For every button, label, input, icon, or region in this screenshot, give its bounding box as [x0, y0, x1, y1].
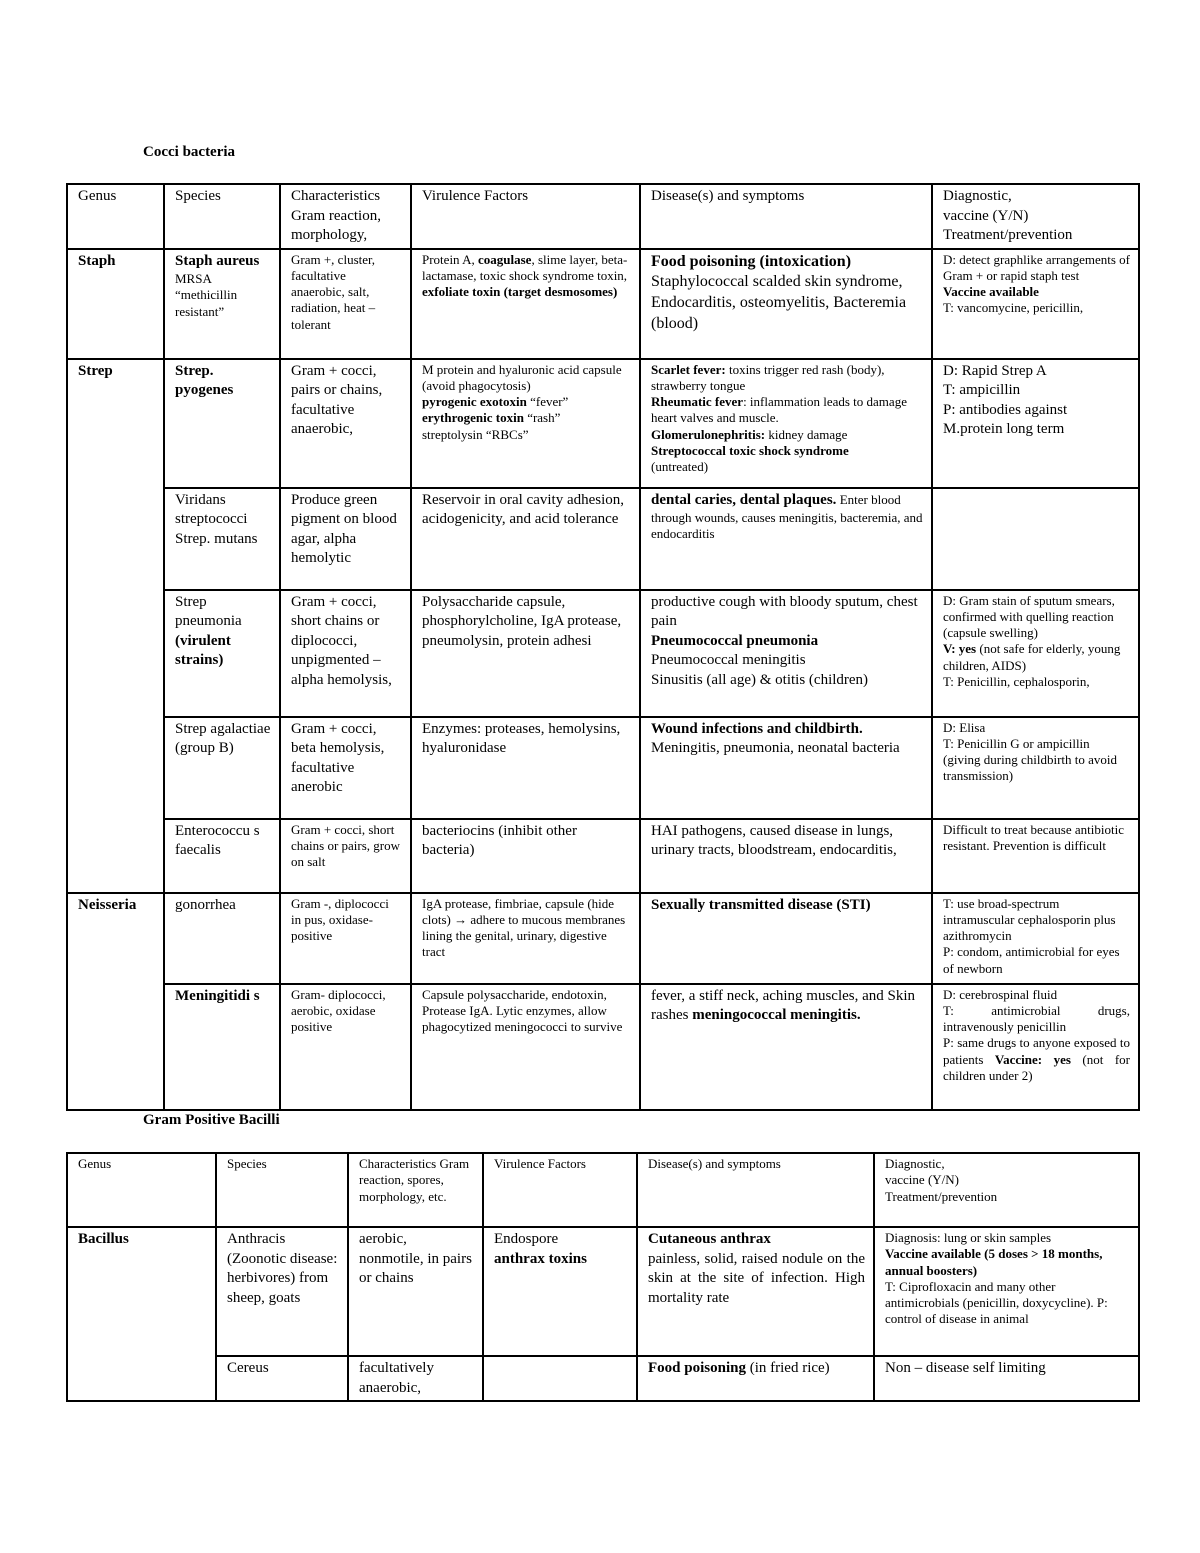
header-disease: Disease(s) and symptoms [640, 184, 932, 249]
species-cell [164, 590, 280, 717]
virulence-cell [411, 249, 640, 359]
table-row [67, 590, 1139, 717]
diag-text: P: condom, antimicrobial for eyes of newborn [943, 944, 1120, 976]
virulence-cell: bacteriocins (inhibit other bacteria) [411, 819, 640, 893]
disease-bold: Wound infections and childbirth. [651, 720, 863, 737]
diagnostic-cell [932, 249, 1139, 359]
diag-bold: Vaccine available [943, 284, 1039, 299]
species-name: Staph aureus [175, 252, 260, 269]
header-diagnostic-2: vaccine (Y/N) [885, 1172, 959, 1188]
disease-cell [640, 249, 932, 359]
disease-text: Enter [836, 491, 868, 507]
header-diagnostic-3: Treatment/prevention [885, 1188, 998, 1204]
diag-text: D: cerebrospinal fluid [943, 986, 1058, 1002]
vf-text: “rash” [523, 410, 561, 426]
diagnostic-cell [932, 590, 1139, 717]
table-row [67, 1356, 1139, 1401]
disease-bold: meningococcal meningitis. [692, 1007, 861, 1023]
species-cell: Enterococcu s faecalis [164, 819, 280, 893]
characteristics-cell: Gram- diplococci, aerobic, oxidase positive [280, 984, 411, 1110]
disease-text: : inflammation leads to damage heart valves and muscle. [651, 394, 907, 426]
header-diagnostic [874, 1153, 1139, 1227]
diagnostic-cell: Non – disease self limiting [874, 1356, 1139, 1401]
disease-text: (untreated) [651, 459, 709, 474]
disease-bold: Streptococcal toxic shock syndrome [651, 442, 849, 458]
diag-bold: V: yes [943, 641, 977, 657]
header-species: Species [164, 184, 280, 249]
species-note: MRSA “methicillin resistant” [175, 271, 238, 319]
cocci-table [66, 183, 1140, 1111]
header-diagnostic-1: Diagnostic, [885, 1156, 945, 1171]
disease-text: (in fried rice) [745, 1360, 830, 1376]
vf-bold: erythrogenic toxin [422, 410, 524, 426]
header-genus: Genus [67, 1153, 216, 1227]
disease-bold: Rheumatic fever [651, 394, 744, 409]
disease-text: painless, solid, raised nodule on the skin at the site of infection. High mortality rate [648, 1250, 865, 1306]
vf-bold: anthrax toxins [494, 1250, 587, 1267]
characteristics-cell: Gram + cocci, beta hemolysis, facultative anerobic [280, 717, 411, 819]
diag-text: D: Elisa [943, 719, 986, 735]
characteristics-cell: Gram -, diplococci in pus, oxidase-positive [280, 893, 411, 984]
characteristics-cell: Produce green pigment on blood agar, alpha hemolytic [280, 488, 411, 590]
characteristics-cell: facultatively anaerobic, [348, 1356, 483, 1401]
disease-bold: Pneumococcal pneumonia [651, 632, 819, 649]
header-diagnostic [932, 184, 1139, 249]
species-cell: gonorrhea [164, 893, 280, 984]
diag-text: T: ampicillin [943, 382, 1021, 398]
disease-bold: Scarlet fever: [651, 361, 726, 377]
disease-text: Sinusitis (all age) & otitis (children) [651, 671, 869, 688]
diagnostic-cell [932, 488, 1139, 590]
header-characteristics: Characteristics Gram reaction, morphology, [280, 184, 411, 249]
diag-bold: Vaccine available (5 doses > 18 months, annual boosters) [885, 1246, 1103, 1278]
vf-text: “fever” [526, 394, 569, 409]
diag-text: T: use broad-spectrum intramuscular cephalosporin plus azithromycin [943, 895, 1116, 943]
disease-cell [637, 1227, 874, 1356]
virulence-cell: Enzymes: proteases, hemolysins, hyaluronidase [411, 717, 640, 819]
disease-cell: Sexually transmitted disease (STI) [640, 893, 932, 984]
species-cell: Meningitidi s [164, 984, 280, 1110]
virulence-cell [483, 1227, 637, 1356]
disease-text: Meningitis, pneumonia, neonatal bacteria [651, 740, 900, 756]
virulence-cell: IgA protease, fimbriae, capsule (hide clots) → adhere to mucous membranes lining the genital, urinary, digestive tract [411, 893, 640, 984]
bacilli-table [66, 1152, 1140, 1402]
header-diagnostic-2: vaccine (Y/N) [943, 207, 1029, 224]
vf-text: streptolysin “RBCs” [422, 426, 529, 442]
disease-text: kidney damage [765, 426, 848, 442]
disease-cell [640, 488, 932, 590]
disease-name: Food poisoning (intoxication) [651, 252, 852, 270]
virulence-cell: Capsule polysaccharide, endotoxin, Protease IgA. Lytic enzymes, allow phagocytized meningococci to survive [411, 984, 640, 1110]
species-cell: Cereus [216, 1356, 348, 1401]
vf-text: , slime layer, beta-lactamase, toxic shock syndrome toxin, [422, 251, 628, 283]
disease-text: blood through wounds, causes meningitis, bacteremia, and endocarditis [651, 491, 923, 542]
diag-text: T: vancomycine, pericillin, [943, 300, 1084, 316]
disease-text: fever, a stiff neck, aching muscles, and Skin rashes [651, 987, 916, 1023]
species-cell [164, 249, 280, 359]
disease-text: Pneumococcal meningitis [651, 652, 806, 668]
table-row [67, 488, 1139, 590]
table-row [67, 984, 1139, 1110]
header-disease: Disease(s) and symptoms [637, 1153, 874, 1227]
characteristics-cell: Gram + cocci, short chains or pairs, grow on salt [280, 819, 411, 893]
diagnostic-cell [932, 359, 1139, 488]
disease-bold: Glomerulonephritis: [651, 426, 766, 442]
vf-text: Endospore [494, 1231, 559, 1247]
disease-cell [640, 590, 932, 717]
vf-bold: coagulase [477, 251, 532, 267]
disease-bold: Cutaneous anthrax [648, 1231, 771, 1247]
disease-cell: HAI pathogens, caused disease in lungs, urinary tracts, bloodstream, endocarditis, [640, 819, 932, 893]
vf-text: Protein A, [422, 251, 478, 267]
genus-cell: Staph [67, 249, 164, 359]
virulence-cell: Polysaccharide capsule, phosphorylcholine, IgA protease, pneumolysin, protein adhesi [411, 590, 640, 717]
disease-bold: dental caries, dental plaques. [651, 491, 837, 508]
diag-text: T: Penicillin G or ampicillin (giving during childbirth to avoid transmission) [943, 735, 1118, 784]
species-cell: Viridans streptococci Strep. mutans [164, 488, 280, 590]
disease-text: Staphylococcal scalded skin syndrome, Endocarditis, osteomyelitis, Bacteremia (blood) [651, 273, 907, 332]
diag-text: T: Penicillin, cephalosporin, [943, 673, 1090, 689]
virulence-cell: Reservoir in oral cavity adhesion, acidogenicity, and acid tolerance [411, 488, 640, 590]
characteristics-cell: Gram +, cluster, facultative anaerobic, salt, radiation, heat –tolerant [280, 249, 411, 359]
disease-text: toxins trigger red rash (body), strawberry tongue [651, 361, 885, 393]
disease-text: productive cough with bloody sputum, chest pain [651, 593, 918, 629]
table-row [67, 717, 1139, 819]
diag-text: Diagnosis: lung or skin samples [885, 1230, 1052, 1245]
diag-text: P: same drugs to anyone exposed to patients [943, 1035, 1130, 1067]
diag-text: D: detect graphlike arrangements of Gram + or rapid staph test [943, 251, 1130, 283]
characteristics-cell: aerobic, nonmotile, in pairs or chains [348, 1227, 483, 1356]
diagnostic-cell [874, 1227, 1139, 1356]
header-virulence: Virulence Factors [483, 1153, 637, 1227]
diagnostic-cell: Difficult to treat because antibiotic resistant. Prevention is difficult [932, 819, 1139, 893]
header-species: Species [216, 1153, 348, 1227]
table-row [67, 249, 1139, 359]
table-header-row [67, 184, 1139, 249]
table-row [67, 1227, 1139, 1356]
characteristics-cell: Gram + cocci, pairs or chains, facultative anaerobic, [280, 359, 411, 488]
vf-text: M protein and hyaluronic acid capsule (avoid phagocytosis) [422, 361, 622, 393]
vf-bold: exfoliate toxin (target desmosomes) [422, 284, 618, 299]
diagnostic-cell [932, 717, 1139, 819]
genus-cell: Strep [67, 359, 164, 893]
diag-text: P: antibodies against M.protein long term [943, 401, 1068, 437]
diagnostic-cell [932, 984, 1139, 1110]
characteristics-cell: Gram + cocci, short chains or diplococci, unpigmented – alpha hemolysis, [280, 590, 411, 717]
diag-text: T: antimicrobial drugs, intravenously penicillin [943, 1002, 1130, 1034]
table-row [67, 359, 1139, 488]
bacilli-heading: Gram Positive Bacilli [143, 1112, 280, 1128]
disease-cell [640, 984, 932, 1110]
virulence-cell [483, 1356, 637, 1401]
genus-cell: Bacillus [67, 1227, 216, 1401]
diag-text: (not safe for elderly, young children, AIDS) [943, 641, 1121, 673]
diag-text: D: Rapid Strep A [943, 362, 1047, 379]
virulence-cell [411, 359, 640, 488]
species-note: (virulent strains) [175, 632, 231, 668]
diag-bold: Vaccine: yes [994, 1051, 1071, 1067]
disease-bold: Food poisoning [648, 1360, 746, 1376]
diag-text: D: Gram stain of sputum smears, confirmed with quelling reaction (capsule swelling) [943, 592, 1115, 640]
disease-cell [637, 1356, 874, 1401]
genus-cell: Neisseria [67, 893, 164, 1110]
species-cell: Strep. pyogenes [164, 359, 280, 488]
header-genus: Genus [67, 184, 164, 249]
header-diagnostic-1: Diagnostic, [943, 188, 1012, 204]
species-name: Strep pneumonia [175, 593, 242, 629]
vf-bold: pyrogenic exotoxin [422, 394, 527, 409]
cocci-heading: Cocci bacteria [143, 144, 236, 160]
header-characteristics: Characteristics Gram reaction, spores, morphology, etc. [348, 1153, 483, 1227]
diagnostic-cell [932, 893, 1139, 984]
species-cell: Strep agalactiae (group B) [164, 717, 280, 819]
species-cell: Anthracis (Zoonotic disease: herbivores) from sheep, goats [216, 1227, 348, 1356]
table-row [67, 819, 1139, 893]
table-header-row [67, 1153, 1139, 1227]
disease-cell [640, 359, 932, 488]
disease-cell [640, 717, 932, 819]
diag-text: T: Ciprofloxacin and many other antimicrobials (penicillin, doxycycline). P: control of disease in animal [885, 1278, 1108, 1327]
header-diagnostic-3: Treatment/prevention [943, 227, 1073, 243]
diag-text: (not for children under 2) [943, 1051, 1130, 1083]
header-virulence: Virulence Factors [411, 184, 640, 249]
table-row [67, 893, 1139, 984]
